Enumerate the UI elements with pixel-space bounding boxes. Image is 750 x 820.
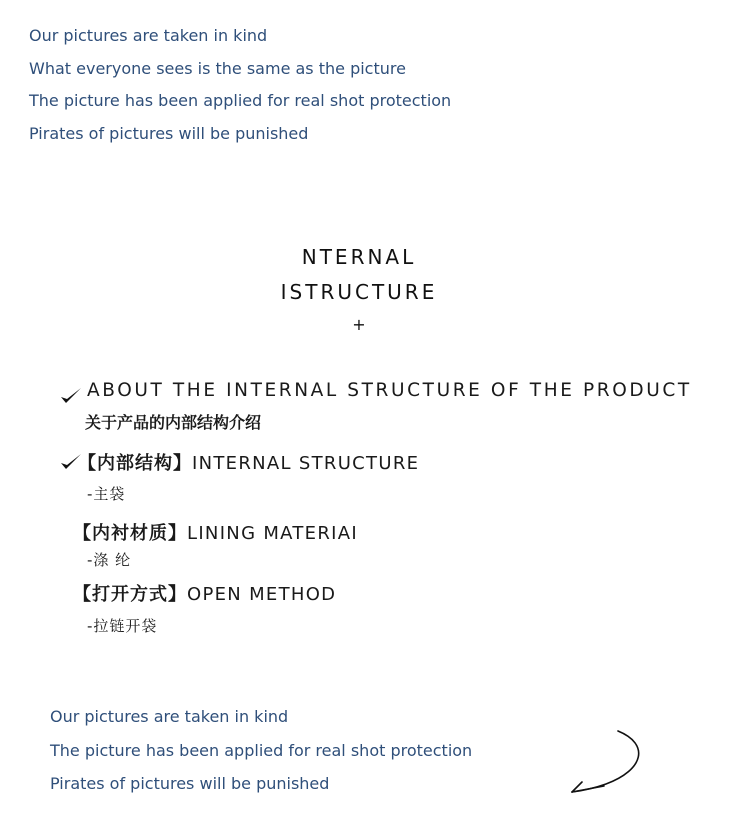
spec-value-internal-structure: -主袋 xyxy=(87,485,126,503)
checkmark-icon xyxy=(60,386,82,406)
spec-label-cn: 【内部结构】 xyxy=(78,453,192,474)
top-notice xyxy=(29,20,529,150)
about-heading: ABOUT THE INTERNAL STRUCTURE OF THE PRODUCT xyxy=(87,380,692,401)
notice-line: The picture has been applied for real shot protection xyxy=(29,91,452,110)
section-title-line-2: ISTRUCTURE xyxy=(280,280,438,304)
spec-label-cn: 【内衬材质】 xyxy=(73,523,187,544)
spec-label-cn: 【打开方式】 xyxy=(73,584,187,605)
bottom-notice xyxy=(50,700,550,801)
spec-label-en: LINING MATERIAI xyxy=(187,523,358,544)
spec-heading-internal-structure xyxy=(78,449,419,475)
notice-line: The picture has been applied for real shot protection xyxy=(50,740,473,760)
notice-line: Pirates of pictures will be punished xyxy=(29,123,309,143)
notice-line: Our pictures are taken in kind xyxy=(50,707,289,726)
notice-line: Our pictures are taken in kind xyxy=(29,26,268,45)
notice-line: What everyone sees is the same as the picture xyxy=(29,58,406,78)
spec-heading-lining-material xyxy=(73,519,358,545)
spec-value-open-method: -拉链开袋 xyxy=(87,617,158,635)
plus-mark: + xyxy=(352,315,366,334)
spec-label-en: INTERNAL STRUCTURE xyxy=(192,453,420,474)
spec-label-en: OPEN METHOD xyxy=(187,584,337,605)
notice-line: Pirates of pictures will be punished xyxy=(50,774,330,793)
curved-arrow-icon xyxy=(566,726,648,796)
section-title-line-1: NTERNAL xyxy=(301,245,417,269)
spec-value-lining-material: -涤 纶 xyxy=(87,551,132,569)
about-subtitle: 关于产品的内部结构介绍 xyxy=(85,413,262,432)
spec-heading-open-method xyxy=(73,580,336,606)
section-header xyxy=(0,240,718,337)
